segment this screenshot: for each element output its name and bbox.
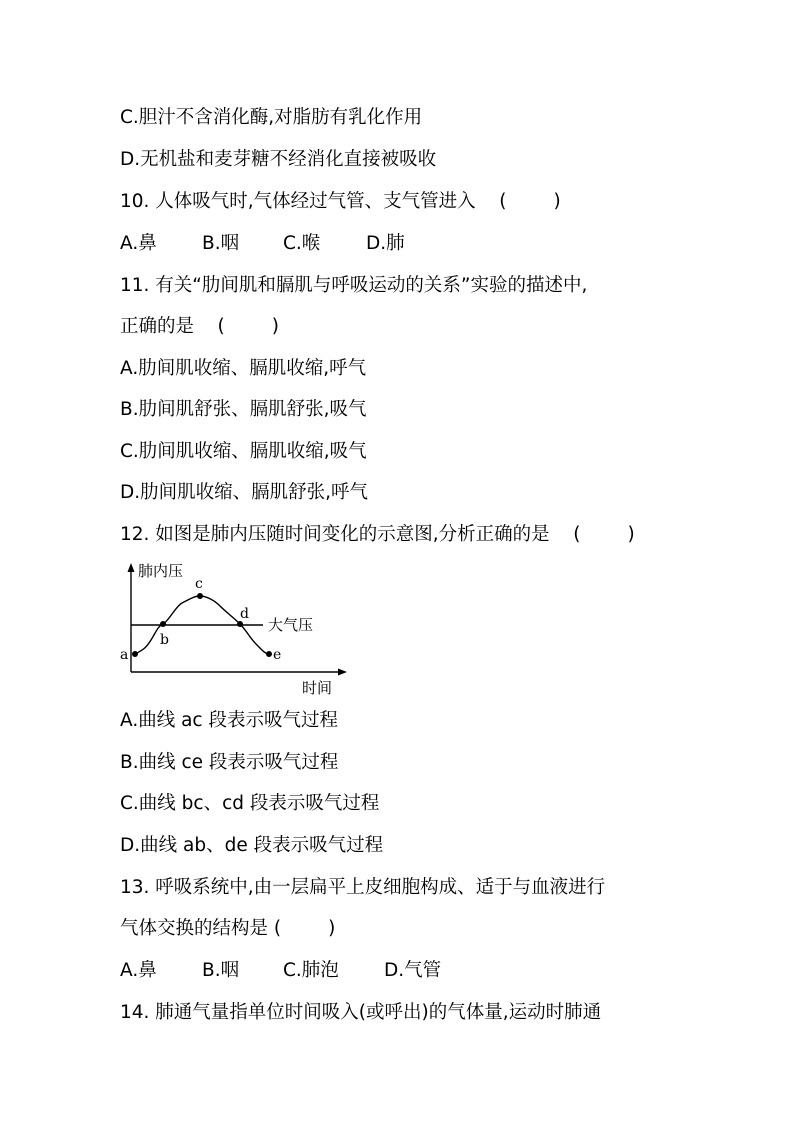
point-b xyxy=(160,621,166,627)
point-a xyxy=(132,651,138,657)
label-b: b xyxy=(160,632,169,648)
q13-option-a: A.鼻 xyxy=(120,960,157,981)
q10-option-d: D.肺 xyxy=(366,233,405,254)
question-10-stem: 10. 人体吸气时,气体经过气管、支气管进入 ( ) xyxy=(120,191,561,212)
q13-option-b: B.咽 xyxy=(202,960,240,981)
question-12-option-a: A.曲线 ac 段表示吸气过程 xyxy=(120,710,338,731)
question-11-option-c: C.肋间肌收缩、膈肌收缩,吸气 xyxy=(120,441,367,462)
q13-option-d: D.气管 xyxy=(384,960,442,981)
question-11-option-b: B.肋间肌舒张、膈肌舒张,吸气 xyxy=(120,399,367,420)
question-9-option-d: D.无机盐和麦芽糖不经消化直接被吸收 xyxy=(120,149,437,170)
q10-option-a: A.鼻 xyxy=(120,233,157,254)
question-12-option-d: D.曲线 ab、de 段表示吸气过程 xyxy=(120,835,384,856)
question-13-stem-2: 气体交换的结构是 ( ) xyxy=(120,918,336,939)
question-13-options xyxy=(120,959,441,983)
x-axis-arrow xyxy=(338,669,347,676)
question-12-option-b: B.曲线 ce 段表示吸气过程 xyxy=(120,752,339,773)
question-11-stem-1: 11. 有关“肋间肌和膈肌与呼吸运动的关系”实验的描述中, xyxy=(120,275,588,296)
question-11-stem-2: 正确的是 ( ) xyxy=(120,316,280,337)
question-11-option-a: A.肋间肌收缩、膈肌收缩,呼气 xyxy=(120,358,367,379)
label-e: e xyxy=(273,647,282,663)
point-c xyxy=(197,593,203,599)
lung-pressure-diagram xyxy=(118,560,348,700)
atmospheric-pressure-label: 大气压 xyxy=(268,616,314,634)
question-12-stem: 12. 如图是肺内压随时间变化的示意图,分析正确的是 ( ) xyxy=(120,524,635,545)
x-axis-label: 时间 xyxy=(302,679,333,697)
question-13-stem-1: 13. 呼吸系统中,由一层扁平上皮细胞构成、适于与血液进行 xyxy=(120,877,606,898)
label-d: d xyxy=(240,606,249,622)
label-a: a xyxy=(120,647,129,663)
question-9-option-c: C.胆汁不含消化酶,对脂肪有乳化作用 xyxy=(120,107,423,128)
q10-option-c: C.喉 xyxy=(283,233,321,254)
point-e xyxy=(266,651,272,657)
label-c: c xyxy=(195,576,203,592)
question-11-option-d: D.肋间肌收缩、膈肌舒张,呼气 xyxy=(120,482,369,503)
y-axis-arrow xyxy=(128,563,135,572)
question-12-option-c: C.曲线 bc、cd 段表示吸气过程 xyxy=(120,793,380,814)
q10-option-b: B.咽 xyxy=(202,233,240,254)
q13-option-c: C.肺泡 xyxy=(283,960,339,981)
question-14-stem: 14. 肺通气量指单位时间吸入(或呼出)的气体量,运动时肺通 xyxy=(120,1002,602,1023)
y-axis-label: 肺内压 xyxy=(138,562,184,580)
question-10-options xyxy=(120,232,405,256)
